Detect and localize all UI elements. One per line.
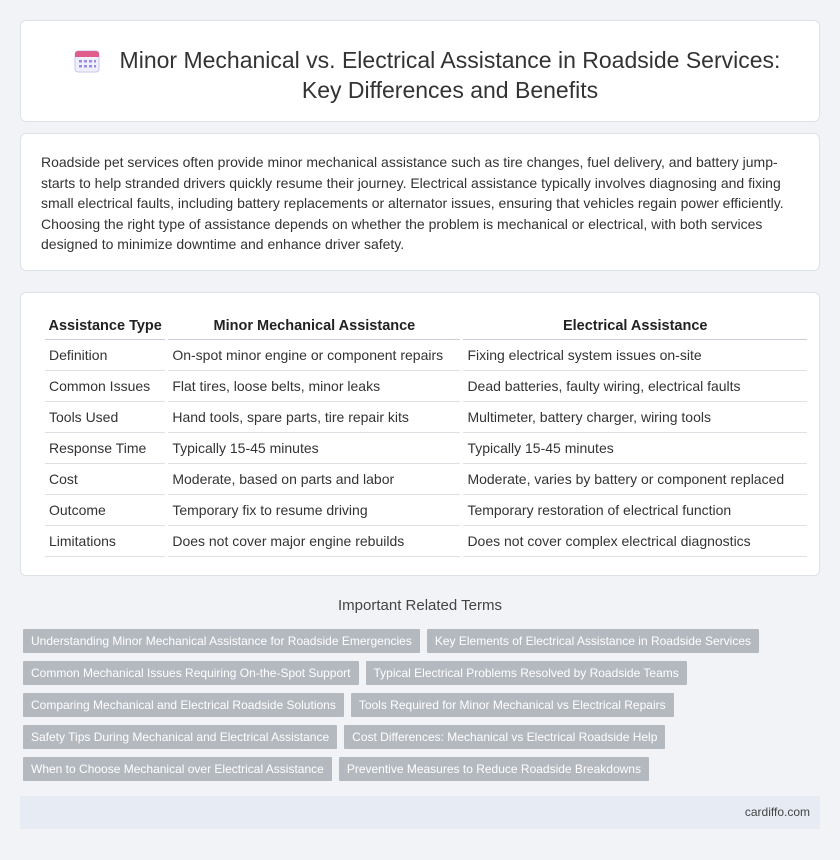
- table-cell: Common Issues: [45, 371, 165, 402]
- table-row: [45, 495, 807, 526]
- table-cell: Response Time: [45, 433, 165, 464]
- related-term-tag[interactable]: Tools Required for Minor Mechanical vs Electrical Repairs: [351, 693, 674, 717]
- table-cell: Multimeter, battery charger, wiring tools: [463, 402, 807, 433]
- table-row: [45, 433, 807, 464]
- related-term-tag[interactable]: Common Mechanical Issues Requiring On-the-Spot Support: [23, 661, 359, 685]
- footer: [20, 796, 820, 829]
- table-row: [45, 402, 807, 433]
- table-cell: Tools Used: [45, 402, 165, 433]
- table-header-row: [45, 313, 807, 340]
- table-cell: Moderate, varies by battery or component replaced: [463, 464, 807, 495]
- related-term-tag[interactable]: When to Choose Mechanical over Electrical Assistance: [23, 757, 332, 781]
- table-cell: Temporary fix to resume driving: [168, 495, 460, 526]
- table-row: [45, 464, 807, 495]
- table-cell: Typically 15-45 minutes: [168, 433, 460, 464]
- table-cell: Does not cover complex electrical diagnostics: [463, 526, 807, 557]
- comparison-table-card: [20, 292, 820, 576]
- related-term-tag[interactable]: Key Elements of Electrical Assistance in Roadside Services: [427, 629, 759, 653]
- related-term-tag[interactable]: Safety Tips During Mechanical and Electrical Assistance: [23, 725, 337, 749]
- table-row: [45, 371, 807, 402]
- related-term-tag[interactable]: Understanding Minor Mechanical Assistance for Roadside Emergencies: [23, 629, 420, 653]
- table-header: Minor Mechanical Assistance: [168, 313, 460, 340]
- table-cell: Fixing electrical system issues on-site: [463, 340, 807, 371]
- table-cell: Moderate, based on parts and labor: [168, 464, 460, 495]
- related-term-tag[interactable]: Preventive Measures to Reduce Roadside Breakdowns: [339, 757, 649, 781]
- related-terms-list: [23, 629, 813, 789]
- calendar-icon: [74, 49, 100, 73]
- table-cell: Does not cover major engine rebuilds: [168, 526, 460, 557]
- table-header: Electrical Assistance: [463, 313, 807, 340]
- table-cell: Definition: [45, 340, 165, 371]
- table-cell: Temporary restoration of electrical function: [463, 495, 807, 526]
- table-row: [45, 526, 807, 557]
- table-cell: Flat tires, loose belts, minor leaks: [168, 371, 460, 402]
- table-cell: Limitations: [45, 526, 165, 557]
- footer-site-link[interactable]: cardiffo.com: [744, 805, 810, 819]
- table-cell: Hand tools, spare parts, tire repair kits: [168, 402, 460, 433]
- comparison-table: [42, 313, 810, 557]
- table-cell: Dead batteries, faulty wiring, electrical faults: [463, 371, 807, 402]
- table-row: [45, 340, 807, 371]
- header-card: [20, 20, 820, 122]
- table-header: Assistance Type: [45, 313, 165, 340]
- intro-card: [20, 133, 820, 271]
- related-term-tag[interactable]: Comparing Mechanical and Electrical Roadside Solutions: [23, 693, 344, 717]
- table-cell: Cost: [45, 464, 165, 495]
- table-cell: On-spot minor engine or component repairs: [168, 340, 460, 371]
- related-terms-title: Important Related Terms: [338, 597, 502, 614]
- page-title: Minor Mechanical vs. Electrical Assistance in Roadside Services: Key Differences and Benefits: [119, 47, 781, 103]
- related-term-tag[interactable]: Typical Electrical Problems Resolved by Roadside Teams: [366, 661, 687, 685]
- intro-paragraph: Roadside pet services often provide minor mechanical assistance such as tire changes, fuel delivery, and battery jump-starts to help stranded drivers quickly resume their journey. Electrical assistance typically involves diagnosing and fixing small electrical faults, including battery replacements or alternator issues, ensuring that vehicles regain power efficiently. Choosing the right type of assistance depends on whether the problem is mechanical or electrical, with both services designed to minimize downtime and enhance driver safety.: [41, 154, 784, 252]
- table-cell: Outcome: [45, 495, 165, 526]
- related-term-tag[interactable]: Cost Differences: Mechanical vs Electrical Roadside Help: [344, 725, 665, 749]
- table-cell: Typically 15-45 minutes: [463, 433, 807, 464]
